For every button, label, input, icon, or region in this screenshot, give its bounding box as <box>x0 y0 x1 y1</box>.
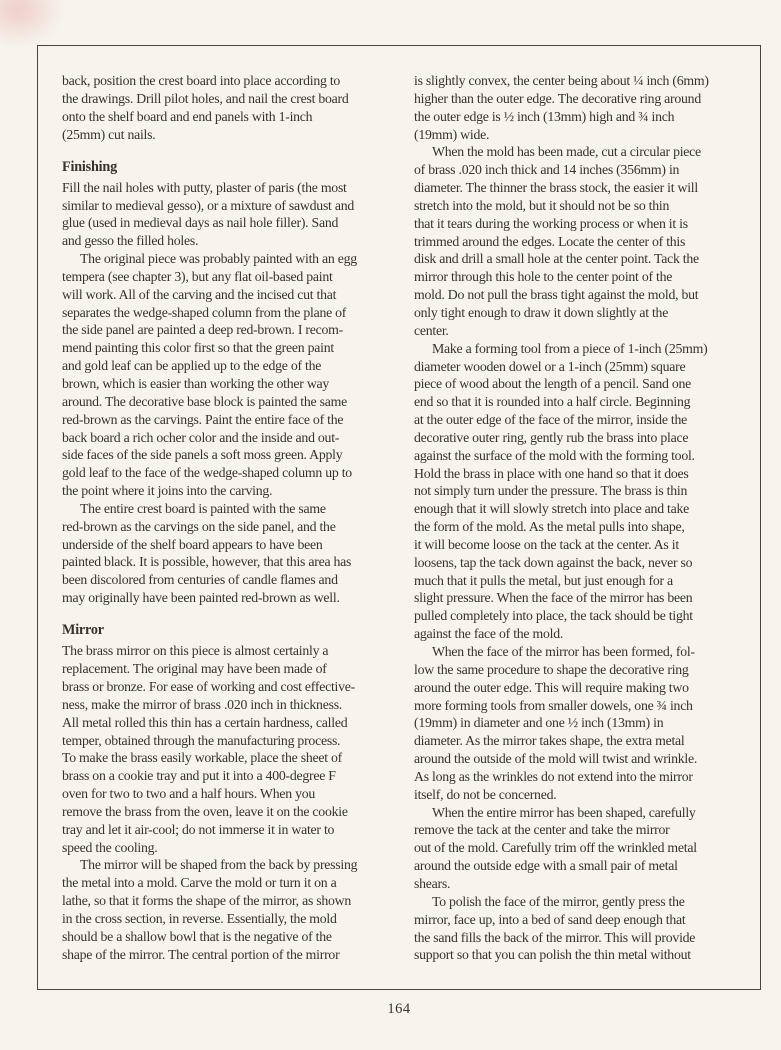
paragraph <box>62 250 392 500</box>
text-line: will work. All of the carving and the incised cut that <box>62 286 337 302</box>
text-line: around. The decorative base block is painted the same <box>62 393 347 409</box>
text-line: brass on a cookie tray and put it into a 400-degree F <box>62 768 336 784</box>
text-line: (25mm) cut nails. <box>62 126 156 142</box>
text-line: and gesso the filled holes. <box>62 233 199 249</box>
text-line: (19mm) in diameter and one ½ inch (13mm) in <box>414 715 664 731</box>
text-line: the metal into a mold. Carve the mold or turn it on a <box>62 875 337 891</box>
text-line: slight pressure. When the face of the mirror has been <box>414 590 693 606</box>
text-line: itself, do not be concerned. <box>414 786 557 802</box>
text-line: underside of the shelf board appears to have been <box>62 536 323 552</box>
text-line: center. <box>414 322 449 338</box>
text-line: stretch into the mold, but it should not be so thin <box>414 197 670 213</box>
text-line: onto the shelf board and end panels with 1-inch <box>62 108 313 124</box>
text-line: the drawings. Drill pilot holes, and nail the crest board <box>62 90 349 106</box>
text-line: loosens, tap the tack down against the back, never so <box>414 554 693 570</box>
text-line: the form of the mold. As the metal pulls into shape, <box>414 519 685 535</box>
text-line: much that it pulls the metal, but just enough for a <box>414 572 673 588</box>
text-line: All metal rolled this thin has a certain hardness, called <box>62 714 348 730</box>
paragraph <box>414 340 744 643</box>
text-line: disk and drill a small hole at the center point. Tack the <box>414 251 699 267</box>
text-line: it will become loose on the tack at the center. As it <box>414 536 679 552</box>
page-number: 164 <box>387 1001 411 1017</box>
text-line: red-brown as the carvings. Paint the entire face of the <box>62 411 344 427</box>
text-line: mirror, face up, into a bed of sand deep enough that <box>414 911 686 927</box>
paragraph <box>414 72 744 143</box>
text-line: mirror through this hole to the center point of the <box>414 269 673 285</box>
paragraph <box>62 500 392 607</box>
text-line: decorative outer ring, gently rub the brass into place <box>414 429 689 445</box>
text-line: low the same procedure to shape the decorative ring <box>414 661 689 677</box>
text-line: red-brown as the carvings on the side panel, and the <box>62 518 336 534</box>
text-line: glue (used in medieval days as nail hole filler). Sand <box>62 215 339 231</box>
text-line: against the surface of the mold with the forming tool. <box>414 447 695 463</box>
text-line: Fill the nail holes with putty, plaster of paris (the most <box>62 179 347 195</box>
text-line: in the cross section, in reverse. Essentially, the mold <box>62 910 337 926</box>
text-line: been discolored from centuries of candle flames and <box>62 572 338 588</box>
scan-artifact-smudge <box>0 0 65 47</box>
text-line: remove the tack at the center and take the mirror <box>414 822 670 838</box>
text-line: trimmed around the edges. Locate the center of this <box>414 233 686 249</box>
text-line: tempera (see chapter 3), but any flat oil-based paint <box>62 268 333 284</box>
text-line: When the face of the mirror has been formed, fol- <box>432 644 695 659</box>
text-line: (19mm) wide. <box>414 126 490 142</box>
text-line: of brass .020 inch thick and 14 inches (356mm) in <box>414 162 680 178</box>
text-line: Hold the brass in place with one hand so that it does <box>414 465 689 481</box>
text-line: enough that it will slowly stretch into place and take <box>414 501 690 517</box>
text-line: the outer edge is ½ inch (13mm) high and ¾ inch <box>414 108 675 124</box>
text-line: oven for two to two and a half hours. When you <box>62 786 316 802</box>
text-line: lathe, so that it forms the shape of the mirror, as shown <box>62 893 352 909</box>
text-line: diameter. The thinner the brass stock, the easier it will <box>414 180 698 196</box>
text-line: speed the cooling. <box>62 839 158 855</box>
text-line: gold leaf to the face of the wedge-shaped column up to <box>62 465 352 481</box>
text-line: more forming tools from smaller dowels, one ¾ inch <box>414 697 693 713</box>
paragraph <box>414 893 744 964</box>
text-line: The entire crest board is painted with the same <box>80 500 326 516</box>
text-line: temper, obtained through the manufacturing process. <box>62 732 341 748</box>
text-line: tray and let it air-cool; do not immerse it in water to <box>62 821 335 837</box>
text-line: support so that you can polish the thin metal without <box>414 947 691 963</box>
paragraph <box>414 643 744 804</box>
text-line: painted black. It is possible, however, that this area has <box>62 554 352 570</box>
text-line: around the outer edge. This will require making two <box>414 679 689 695</box>
text-line: back, position the crest board into place according to <box>62 73 341 88</box>
text-line: end so that it is rounded into a half circle. Beginning <box>414 394 691 410</box>
text-line: should be a shallow bowl that is the negative of the <box>62 928 332 944</box>
text-line: shape of the mirror. The central portion of the mirror <box>62 946 340 962</box>
text-line: the side panel are painted a deep red-brown. I recom- <box>62 322 343 338</box>
paragraph <box>414 143 744 339</box>
text-line: The original piece was probably painted with an egg <box>80 251 357 267</box>
text-line: around the outside of the mold will twist and wrinkle. <box>414 751 698 767</box>
text-line: may originally have been painted red-brown as well. <box>62 590 340 606</box>
text-line: back board a rich ocher color and the inside and out- <box>62 429 340 445</box>
text-line: only tight enough to draw it down slightly at the <box>414 304 669 320</box>
paragraph <box>414 804 744 893</box>
text-line: brown, which is easier than working the other way <box>62 376 330 391</box>
paragraph <box>62 856 392 963</box>
text-line: is slightly convex, the center being about ¼ inch (6mm) <box>414 73 709 88</box>
text-line: brass or bronze. For ease of working and cost effective- <box>62 679 356 694</box>
text-line: The mirror will be shaped from the back by pressing <box>80 857 358 873</box>
text-line: higher than the outer edge. The decorative ring around <box>414 90 701 106</box>
text-line: separates the wedge-shaped column from the plane of <box>62 304 347 320</box>
text-line: The brass mirror on this piece is almost certainly a <box>62 643 329 659</box>
text-line: the point where it joins into the carving. <box>62 483 273 499</box>
paragraph <box>62 642 392 856</box>
text-line: side faces of the side panels a soft moss green. Apply <box>62 447 343 463</box>
text-line: around the outside edge with a small pair of metal <box>414 858 678 874</box>
text-line: against the face of the mold. <box>414 626 564 642</box>
text-line: shears. <box>414 875 451 891</box>
text-line: out of the mold. Carefully trim off the wrinkled metal <box>414 840 697 856</box>
text-column-right <box>414 72 744 964</box>
text-column-left <box>62 72 392 964</box>
text-line: mold. Do not pull the brass tight against the mold, but <box>414 287 699 303</box>
text-line: remove the brass from the oven, leave it on the cookie <box>62 803 348 819</box>
text-line: When the entire mirror has been shaped, carefully <box>432 804 696 820</box>
text-line: Make a forming tool from a piece of 1-inch (25mm) <box>432 340 708 356</box>
text-line: When the mold has been made, cut a circular piece <box>432 144 701 160</box>
text-line: To polish the face of the mirror, gently press the <box>432 893 685 909</box>
paragraph <box>62 179 392 250</box>
paragraph <box>62 72 392 143</box>
section-heading-finishing: Finishing <box>62 158 117 175</box>
text-line: not simply turn under the pressure. The brass is thin <box>414 483 688 499</box>
text-line: similar to medieval gesso), or a mixture of sawdust and <box>62 197 355 213</box>
text-line: piece of wood about the length of a pencil. Sand one <box>414 376 692 392</box>
text-line: that it tears during the working process or when it is <box>414 215 688 231</box>
text-line: diameter. As the mirror takes shape, the extra metal <box>414 733 685 749</box>
section-heading-mirror: Mirror <box>62 622 104 639</box>
text-line: ness, make the mirror of brass .020 inch in thickness. <box>62 696 343 712</box>
text-line: diameter wooden dowel or a 1-inch (25mm) square <box>414 358 686 374</box>
text-line: mend painting this color first so that the green paint <box>62 340 334 356</box>
text-line: replacement. The original may have been made of <box>62 661 327 677</box>
text-line: and gold leaf can be applied up to the edge of the <box>62 358 322 374</box>
text-line: pulled completely into place, the tack should be tight <box>414 608 693 624</box>
text-line: at the outer edge of the face of the mirror, inside the <box>414 412 688 428</box>
text-line: To make the brass easily workable, place the sheet of <box>62 750 343 766</box>
text-line: the sand fills the back of the mirror. This will provide <box>414 929 696 945</box>
text-line: As long as the wrinkles do not extend into the mirror <box>414 768 693 784</box>
